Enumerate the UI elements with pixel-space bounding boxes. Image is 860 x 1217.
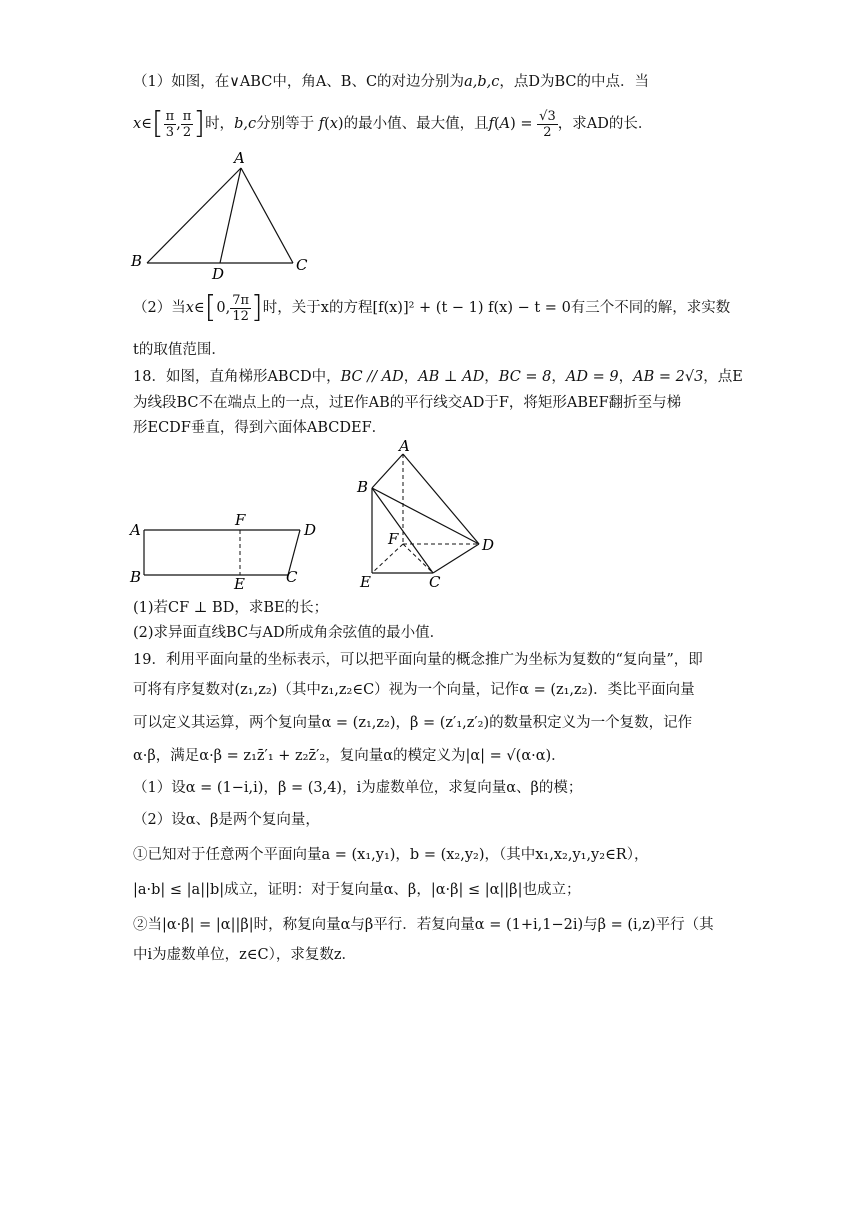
solid-label-C: C <box>429 573 441 591</box>
trap-label-B: B <box>130 568 142 586</box>
solid-label-E: E <box>360 573 371 591</box>
q19-sub1: （1）设α = (1−i,i)，β = (3,4)，i为虚数单位，求复向量α、β的模； <box>133 780 583 796</box>
trap-label-E: E <box>234 575 245 590</box>
q18-line2: 为线段BC不在端点上的一点，过E作AB的平行线交AD于F，将矩形ABEF翻折至与梯 <box>133 395 682 411</box>
solid-label-A: A <box>399 440 410 455</box>
solid-figure <box>355 440 505 592</box>
fa-frac: $\frac{√3}{2}$ <box>539 108 556 140</box>
solid-label-D: D <box>482 536 495 554</box>
label-B: B <box>131 252 143 270</box>
label-C: C <box>296 256 308 274</box>
q17-part2-line2: t的取值范围． <box>133 342 226 358</box>
interval-frac-1: $\frac{\pi}{3}$ <box>165 108 175 140</box>
q17-part1-line1: （1）如图，在∨ABC中，角A、B、C的对边分别为a,b,c，点D为BC的中点．当 <box>133 74 649 90</box>
q19-line3: 可以定义其运算，两个复向量α = (z₁,z₂)，β = (z′₁,z′₂)的数量积定义为一个复数，记作 <box>133 715 693 731</box>
q19-sub2: （2）设α、β是两个复向量， <box>133 812 320 828</box>
interval-frac-2: $\frac{\pi}{2}$ <box>182 108 192 140</box>
trapezoid-figure <box>128 510 328 590</box>
q18-sub1: (1)若CF ⊥ BD，求BE的长； <box>133 600 329 616</box>
label-D: D <box>212 265 225 283</box>
solid-label-B: B <box>357 478 369 496</box>
trap-label-F: F <box>235 511 246 529</box>
q18-line1: 18．如图，直角梯形ABCD中，BC // AD，AB ⊥ AD，BC = 8，AD = 9，AB = 2√3，点E <box>133 369 743 385</box>
q18-line3: 形ECDF垂直，得到六面体ABCDEF． <box>133 420 387 436</box>
q19-line2: 可将有序复数对(z₁,z₂)（其中z₁,z₂∈C）视为一个向量，记作α = (z₁,z₂)．类比平面向量 <box>133 682 695 698</box>
q19-sub2-1a: ①已知对于任意两个平面向量a = (x₁,y₁)，b = (x₂,y₂)，（其中x₁,x₂,y₁,y₂∈R）， <box>133 847 649 863</box>
q19-line1: 19．利用平面向量的坐标表示，可以把平面向量的概念推广为坐标为复数的“复向量”，即 <box>133 652 703 668</box>
q19-sub2-2b: 中i为虚数单位，z∈C），求复数z． <box>133 947 356 963</box>
trap-label-A: A <box>130 521 141 539</box>
solid-label-F: F <box>388 530 399 548</box>
triangle-figure <box>128 148 328 283</box>
q19-sub2-1b: |a·b| ≤ |a||b|成立，证明：对于复向量α、β，|α·β| ≤ |α||β|也成立； <box>133 882 581 898</box>
q17-part2-line1: （2）当x∈[0, $\frac{7\pi}{12}$ ]时，关于x的方程[f(x)]² + (t − 1) f(x) − t = 0有三个不同的解，求实数 <box>133 290 731 325</box>
q19-sub2-2a: ②当|α·β| = |α||β|时，称复向量α与β平行．若复向量α = (1+i,1−2i)与β = (i,z)平行（其 <box>133 917 714 933</box>
part2-interval-frac: $\frac{7\pi}{12}$ <box>232 292 250 324</box>
trap-label-C: C <box>286 568 298 586</box>
q18-sub2: (2)求异面直线BC与AD所成角余弦值的最小值． <box>133 625 445 641</box>
label-A: A <box>234 149 245 167</box>
q17-part1-line2: x∈[ $\frac{\pi}{3}$ , $\frac{\pi}{2}$ ]时，b,c分别等于 f(x)的最小值、最大值，且f(A) = $\frac{√3}{2}$ ，求AD的长． <box>133 106 653 141</box>
trap-label-D: D <box>304 521 317 539</box>
q19-line4: α·β，满足α·β = z₁z̄′₁ + z₂z̄′₂，复向量α的模定义为|α| = √(α·α)． <box>133 748 566 764</box>
